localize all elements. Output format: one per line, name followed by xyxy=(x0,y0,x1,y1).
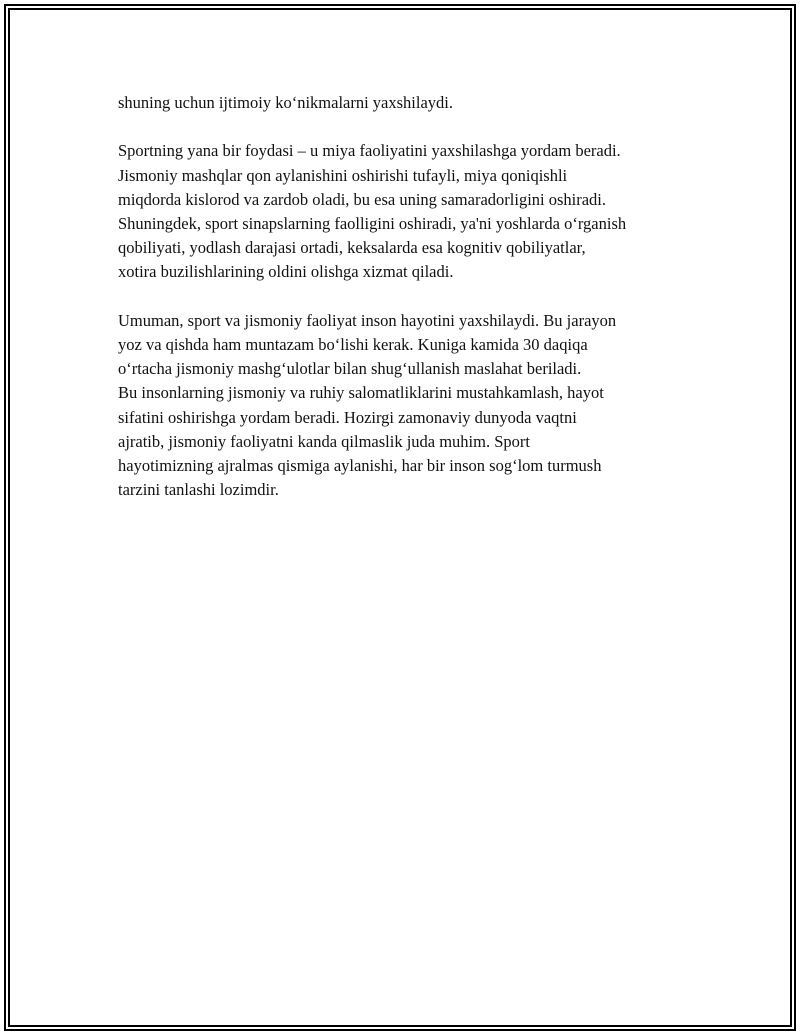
text-line: shuning uchun ijtimoiy ko‘nikmalarni yaxshilaydi. xyxy=(118,93,454,112)
text-line: miqdorda kislorod va zardob oladi, bu esa uning samaradorligini oshiradi. xyxy=(118,189,607,209)
text-line: tarzini tanlashi lozimdir. xyxy=(118,480,279,500)
document-body xyxy=(118,91,693,527)
paragraph-1 xyxy=(118,91,693,115)
text-line: o‘rtacha jismoniy mashg‘ulotlar bilan shug‘ullanish maslahat beriladi. xyxy=(118,359,582,379)
text-line: hayotimizning ajralmas qismiga aylanishi, har bir inson sog‘lom turmush xyxy=(118,456,602,476)
text-line: xotira buzilishlarining oldini olishga xizmat qiladi. xyxy=(118,262,454,282)
text-line: ajratib, jismoniy faoliyatni kanda qilmaslik juda muhim. Sport xyxy=(118,431,530,451)
text-line: sifatini oshirishga yordam beradi. Hozirgi zamonaviy dunyoda vaqtni xyxy=(118,407,577,427)
text-line: yoz va qishda ham muntazam bo‘lishi kerak. Kuniga kamida 30 daqiqa xyxy=(118,335,588,354)
text-line: Shuningdek, sport sinapslarning faolligini oshiradi, ya'ni yoshlarda o‘rganish xyxy=(118,214,627,233)
text-line: Umuman, sport va jismoniy faoliyat inson hayotini yaxshilaydi. Bu jarayon xyxy=(118,310,617,330)
paragraph-2 xyxy=(118,139,693,284)
text-line: qobiliyati, yodlash darajasi ortadi, keksalarda esa kognitiv qobiliyatlar, xyxy=(118,238,586,258)
paragraph-3 xyxy=(118,309,693,503)
text-line: Bu insonlarning jismoniy va ruhiy salomatliklarini mustahkamlash, hayot xyxy=(118,383,604,403)
text-line: Sportning yana bir foydasi – u miya faoliyatini yaxshilashga yordam beradi. xyxy=(118,141,621,161)
text-line: Jismoniy mashqlar qon aylanishini oshirishi tufayli, miya qoniqishli xyxy=(118,165,568,185)
